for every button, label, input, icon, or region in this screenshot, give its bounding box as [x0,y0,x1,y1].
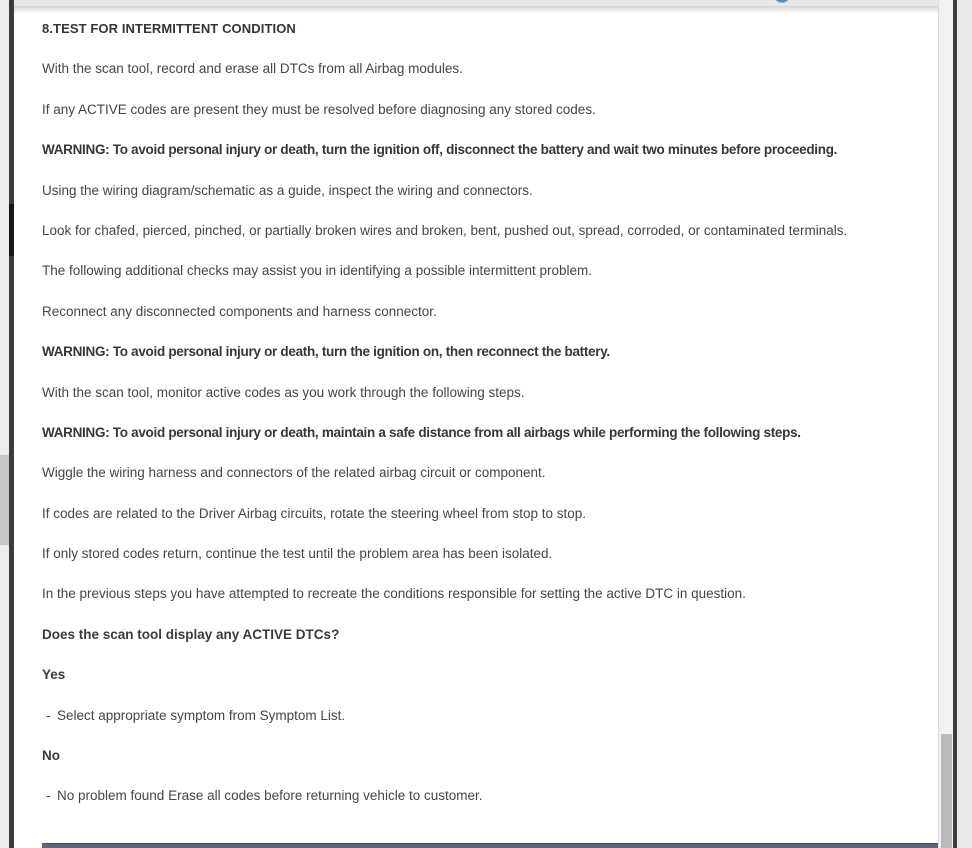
list-item: - Select appropriate symptom from Symptom List. [46,707,346,723]
article-scrollbar[interactable] [938,0,953,848]
article-panel [14,0,952,848]
list-item: - No problem found Erase all codes before returning vehicle to customer. [46,788,483,804]
outer-left-scrollbar[interactable] [0,0,9,848]
list-marker: - [46,707,51,723]
paragraph: Does the scan tool display any ACTIVE DTCs? [42,626,340,642]
paragraph: With the scan tool, monitor active codes as you work through the following steps. [42,384,525,400]
warning-text: WARNING: To avoid personal injury or death, turn the ignition on, then reconnect the battery. [42,344,610,360]
warning-text: WARNING: To avoid personal injury or death, turn the ignition off, disconnect the battery and wait two minutes before proceeding. [42,142,838,158]
article-body [14,0,952,848]
next-section-header-bar[interactable] [42,843,952,848]
paragraph: The following additional checks may assist you in identifying a possible intermittent problem. [42,263,593,279]
paragraph: Using the wiring diagram/schematic as a guide, inspect the wiring and connectors. [42,182,533,198]
article-scrollbar-thumb[interactable] [941,734,952,848]
outer-left-scrollbar-thumb[interactable] [0,455,9,545]
paragraph: In the previous steps you have attempted to recreate the conditions responsible for setting the active DTC in question. [42,586,746,602]
paragraph: If codes are related to the Driver Airbag circuits, rotate the steering wheel from stop to stop. [42,505,587,521]
paragraph: Wiggle the wiring harness and connectors of the related airbag circuit or component. [42,465,546,481]
paragraph: Look for chafed, pierced, pinched, or partially broken wires and broken, bent, pushed out, spread, corroded, or contaminated terminals. [42,222,848,238]
section-heading: 8.TEST FOR INTERMITTENT CONDITION [42,21,296,36]
paragraph: No [42,748,60,764]
outer-right-edge [957,0,972,848]
paragraph: If only stored codes return, continue the test until the problem area has been isolated. [42,546,553,562]
paragraph: If any ACTIVE codes are present they must be resolved before diagnosing any stored codes. [42,101,596,117]
paragraph: With the scan tool, record and erase all DTCs from all Airbag modules. [42,61,463,77]
paragraph: Yes [42,667,66,683]
list-marker: - [46,788,51,804]
paragraph: Reconnect any disconnected components and harness connector. [42,303,437,319]
warning-text: WARNING: To avoid personal injury or death, maintain a safe distance from all airbags while performing the following steps. [42,424,801,440]
